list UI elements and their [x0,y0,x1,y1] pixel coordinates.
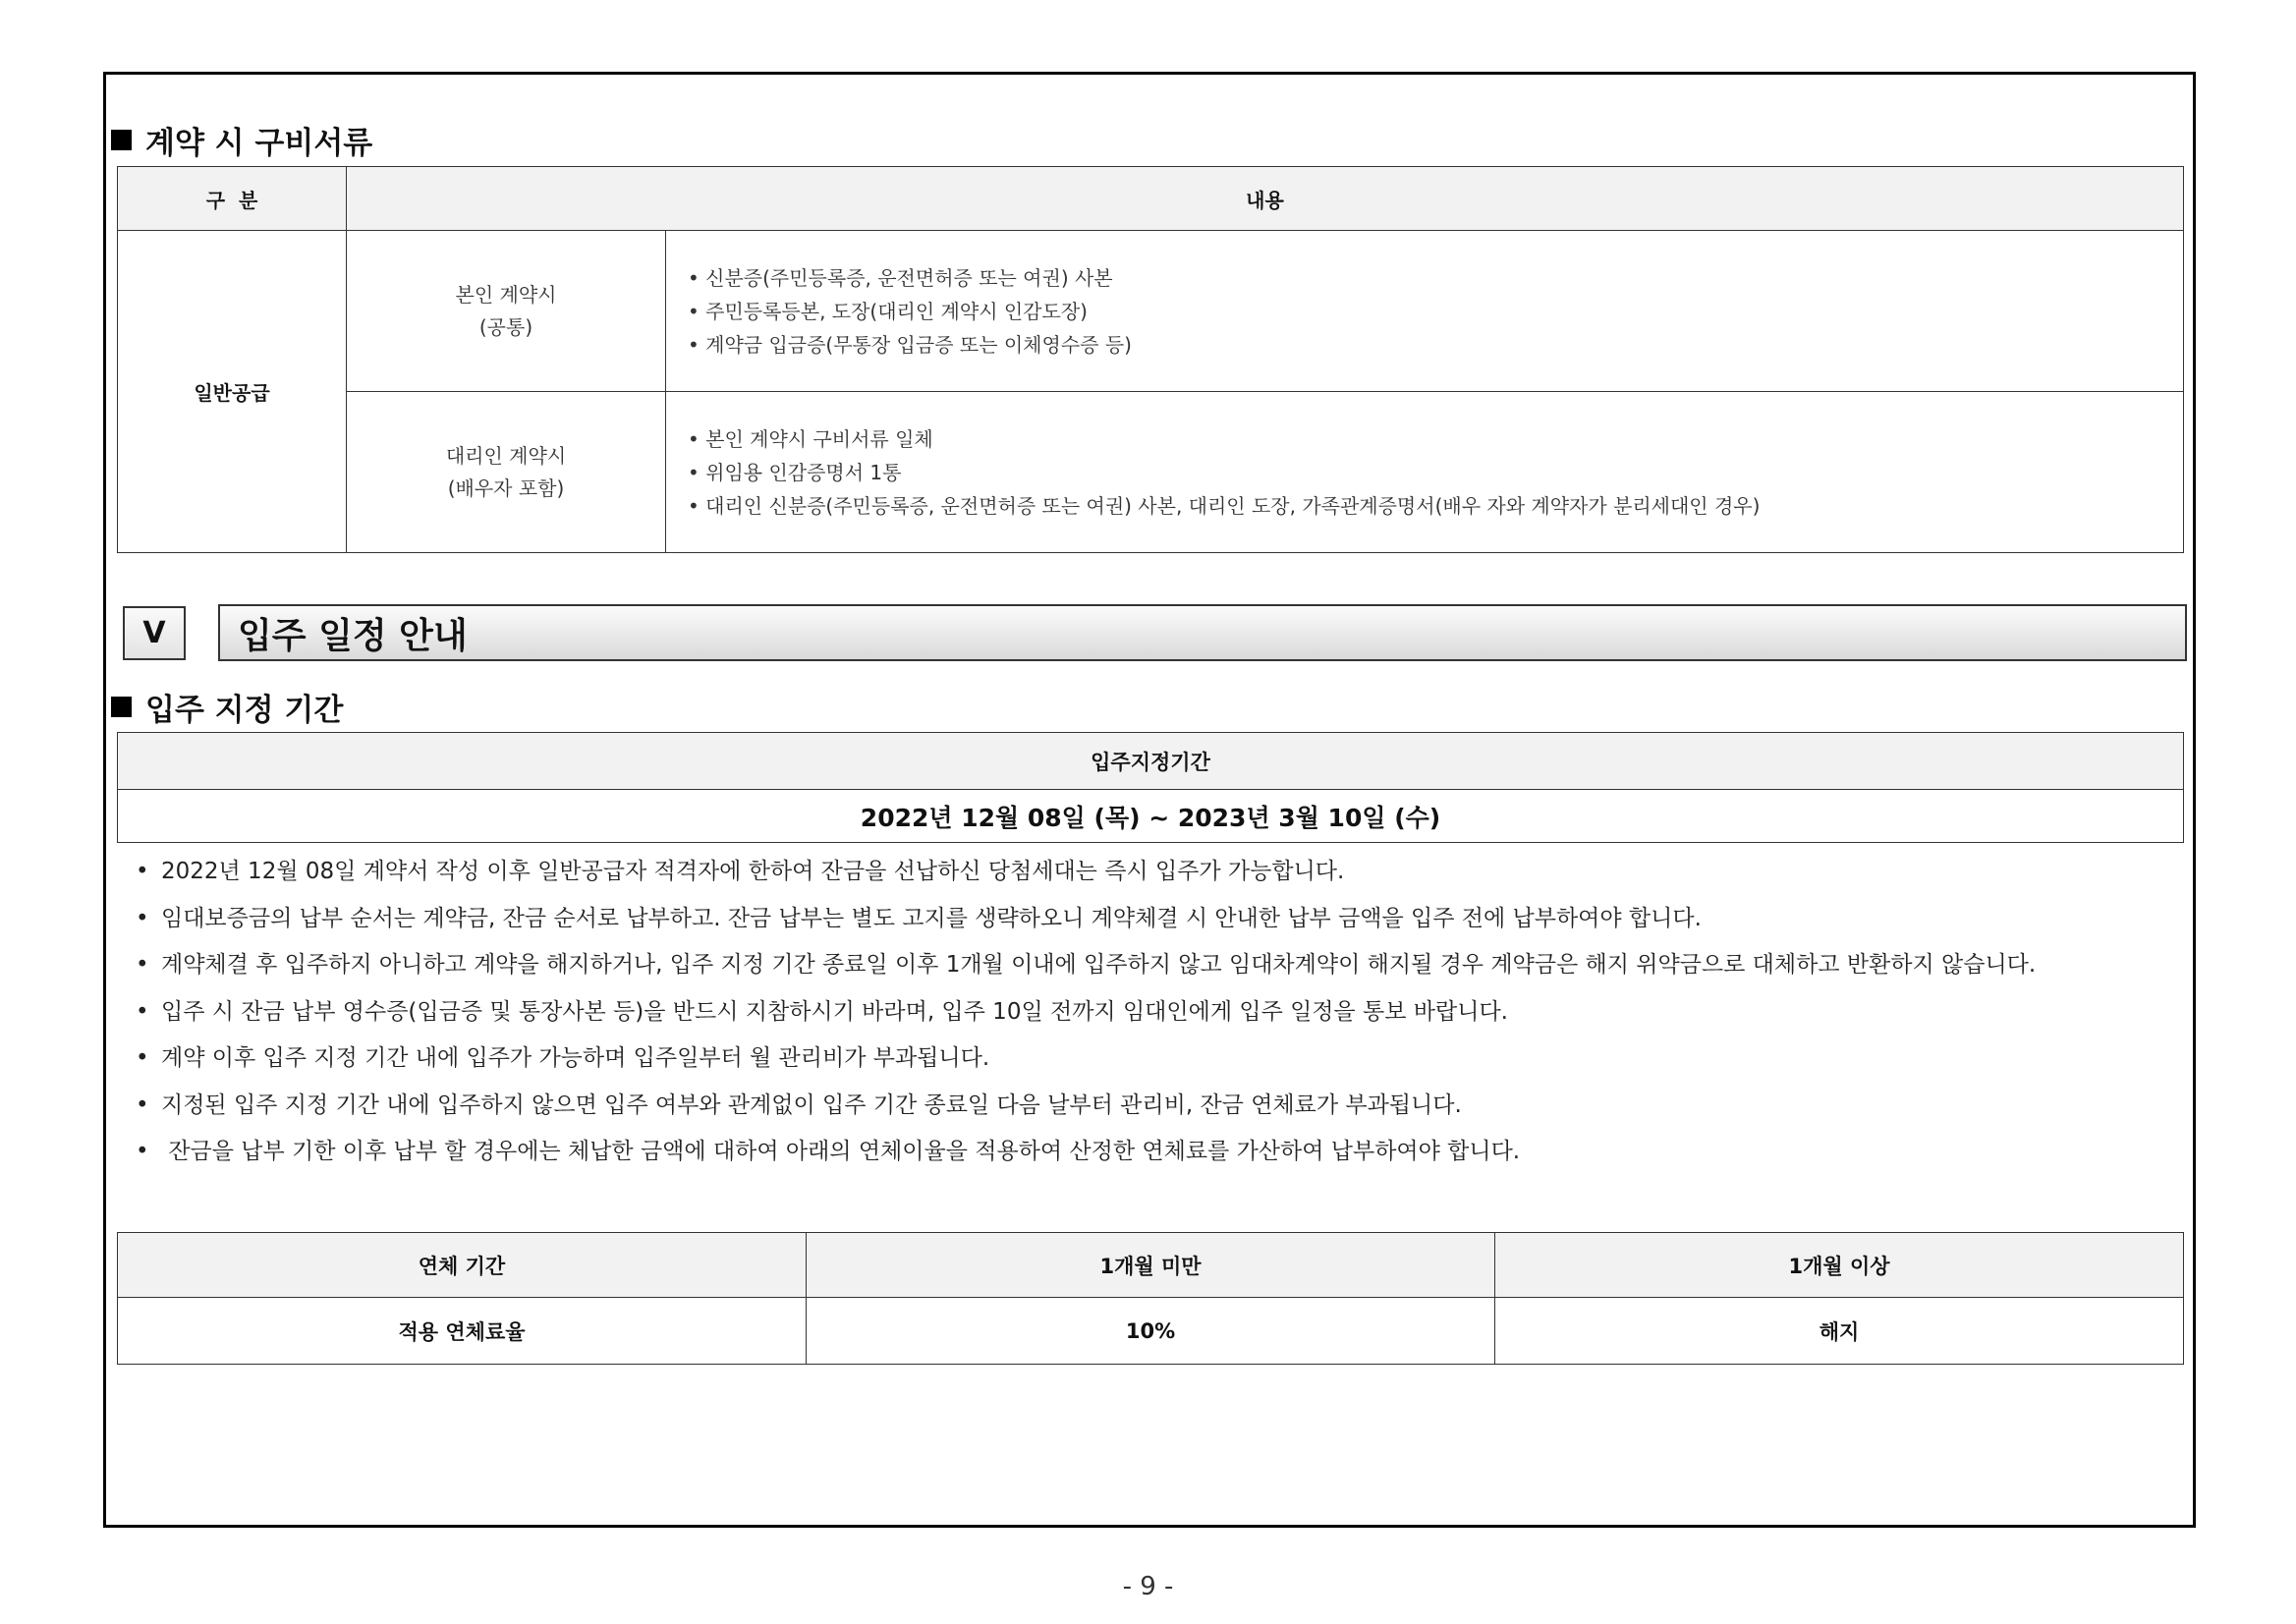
list-item: • 주민등록등본, 도장(대리인 계약시 인감도장) [688,299,1088,323]
section-title: 계약 시 구비서류 [145,126,373,161]
list-item: • 계약금 입금증(무통장 입금증 또는 이체영수증 등) [688,332,1132,357]
list-item [136,989,2189,1036]
bullet-dot-icon: • [136,1092,149,1118]
square-bullet-icon [111,697,132,717]
document-list [666,392,2184,553]
list-item [136,1036,2189,1083]
table-cell: 10% [807,1298,1495,1365]
bullet-dot-icon: • [136,905,149,931]
notice-list [136,849,2189,1176]
contract-type [347,392,666,553]
document-list [666,231,2184,392]
list-item [136,849,2189,896]
list-item-text: 계약 이후 입주 지정 기간 내에 입주가 가능하며 입주일부터 월 관리비가 부과됩니다. [161,1045,990,1071]
contract-type-line: (공통) [478,314,533,339]
section-title: 입주 일정 안내 [238,615,468,656]
contract-type [347,231,666,392]
contract-type-line: 본인 계약시 [455,282,557,307]
list-item [136,896,2189,943]
header-content: 내용 [347,167,2184,231]
header-category: 구 분 [118,167,347,231]
page-number: - 9 - [1122,1572,1174,1601]
list-item: • 본인 계약시 구비서류 일체 [688,426,933,451]
section-title: 입주 지정 기간 [145,693,344,728]
list-item [136,942,2189,989]
table-row [118,392,2184,553]
list-item: • 위임용 인감증명서 1통 [688,460,902,484]
contract-type-line: (배우자 포함) [447,476,565,500]
section-heading-documents [111,118,372,162]
move-in-period-table [117,732,2184,843]
list-item [136,1129,2189,1176]
bullet-dot-icon: • [136,952,149,978]
list-item-text: 입주 시 잔금 납부 영수증(입금증 및 통장사본 등)을 반드시 지참하시기 바라며, 입주 10일 전까지 임대인에게 입주 일정을 통보 바랍니다. [161,998,1508,1025]
required-documents-table [117,166,2184,553]
list-item-text: 지정된 입주 지정 기간 내에 입주하지 않으면 입주 여부와 관계없이 입주 기간 종료일 다음 날부터 관리비, 잔금 연체료가 부과됩니다. [161,1092,1462,1118]
header-cell: 1개월 이상 [1495,1233,2184,1298]
section-title-bar [218,604,2187,661]
list-item [136,1083,2189,1130]
period-header: 입주지정기간 [118,733,2184,790]
table-header-row [118,1233,2184,1298]
contract-type-line: 대리인 계약시 [445,443,567,468]
bullet-dot-icon: • [136,1045,149,1071]
bullet-dot-icon: • [136,859,149,884]
square-bullet-icon [111,130,132,150]
table-row [118,1298,2184,1365]
list-item: • 신분증(주민등록증, 운전면허증 또는 여권) 사본 [688,265,1113,290]
table-cell: 해지 [1495,1298,2184,1365]
header-cell: 연체 기간 [118,1233,807,1298]
list-item-text: 2022년 12월 08일 계약서 작성 이후 일반공급자 적격자에 한하여 잔금을 선납하신 당첨세대는 즉시 입주가 가능합니다. [161,859,1345,884]
header-cell: 1개월 미만 [807,1233,1495,1298]
list-item-text: 잔금을 납부 기한 이후 납부 할 경우에는 체납한 금액에 대하여 아래의 연체이율을 적용하여 산정한 연체료를 가산하여 납부하여야 합니다. [161,1139,1521,1164]
list-item-text: 임대보증금의 납부 순서는 계약금, 잔금 순서로 납부하고. 잔금 납부는 별도 고지를 생략하오니 계약체결 시 안내한 납부 금액을 입주 전에 납부하여야 합니다. [161,905,1702,931]
list-item-text: 계약체결 후 입주하지 아니하고 계약을 해지하거나, 입주 지정 기간 종료일 이후 1개월 이내에 입주하지 않고 임대차계약이 해지될 경우 계약금은 해지 위약금으로 대체하고 반환하지 않습니다. [161,952,2037,978]
period-value: 2022년 12월 08일 (목) ~ 2023년 3월 10일 (수) [118,790,2184,843]
bullet-dot-icon: • [136,998,149,1025]
bullet-dot-icon: • [136,1139,149,1164]
table-row [118,231,2184,392]
section-heading-move-in-period [111,685,343,729]
late-fee-table [117,1232,2184,1365]
list-item: • 대리인 신분증(주민등록증, 운전면허증 또는 여권) 사본, 대리인 도장, 가족관계증명서(배우 자와 계약자가 분리세대인 경우) [688,493,1761,518]
section-number-box: V [123,606,186,660]
supply-type: 일반공급 [118,231,347,553]
table-cell: 적용 연체료율 [118,1298,807,1365]
table-header-row [118,167,2184,231]
